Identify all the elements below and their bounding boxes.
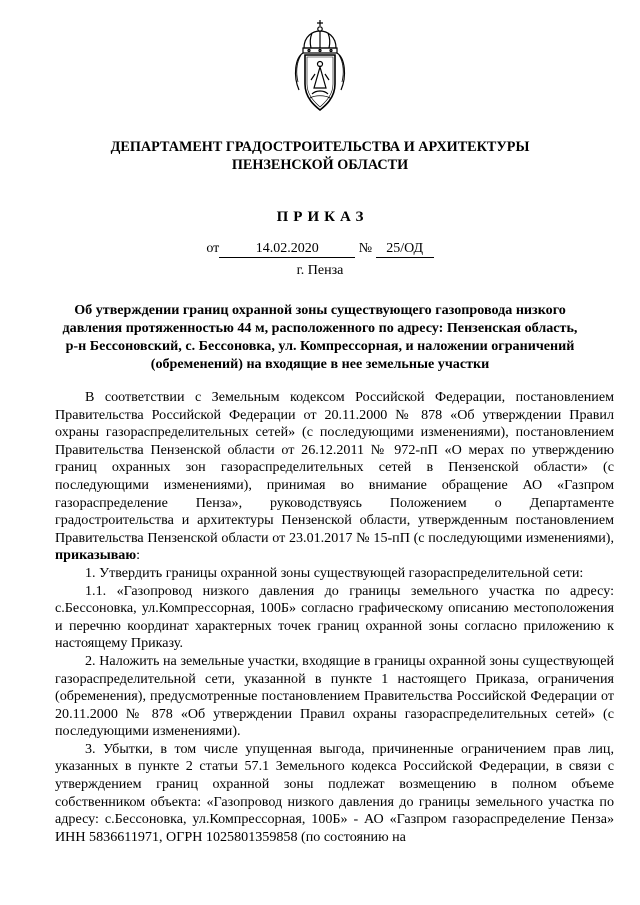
document-body	[55, 389, 614, 846]
date-number-line	[0, 240, 640, 258]
document-subject: Об утверждении границ охранной зоны существующего газопровода низкого давления протяженностью 44 м, расположенного по адресу: Пензенская область, р-н Бессоновский, с. Бессоновка, ул. Компрессорная, и наложении ограничений (обременений) на входящие в нее земельные участки	[62, 302, 578, 372]
document-type-title: ПРИКАЗ	[276, 209, 369, 225]
document-number: 25/ОД	[376, 241, 434, 258]
order-word: приказываю	[55, 547, 137, 564]
department-name	[0, 138, 640, 174]
number-prefix: №	[358, 241, 373, 256]
item-1-1: 1.1. «Газопровод низкого давления до границы земельного участка по адресу: с.Бессоновка, ул.Компрессорная, 100Б» согласно графическому описанию местоположения и перечню координат характерных точек границ охранной зоны согласно приложению к настоящему Приказу.	[55, 582, 614, 652]
preamble-paragraph	[55, 389, 614, 565]
document-date: 14.02.2020	[219, 241, 355, 258]
preamble-text: В соответствии с Земельным кодексом Российской Федерации, постановлением Правительства Российской Федерации от 20.11.2000 № 878 «Об утверждении Правил охраны газораспределительных сетей» (с последующими изменениями), постановлением Правительства Пензенской области от 26.12.2011 № 972-пП «О мерах по утверждению границ охранных зон газораспределительных сетей в Пензенской области» (с последующими изменениями), принимая во внимание обращение АО «Газпром газораспределение Пенза», руководствуясь Положением о Департаменте градостроительства и архитектуры Пензенской области, утвержденным постановлением Правительства Пензенской области от 23.01.2017 № 15-пП (с последующими изменениями),	[55, 389, 614, 546]
penza-coat-of-arms-icon	[287, 18, 353, 118]
department-name-line2: ПЕНЗЕНСКОЙ ОБЛАСТИ	[231, 157, 409, 173]
date-prefix: от	[206, 241, 220, 256]
item-2: 2. Наложить на земельные участки, входящие в границы охранной зоны существующей газораспределительной сети, указанной в пункте 1 настоящего Приказа, ограничения (обременения), предусмотренные постановлением Правительства Российской Федерации от 20.11.2000 № 878 «Об утверждении Правил охраны газораспределительных сетей» (с последующими изменениями).	[55, 652, 614, 740]
emblem	[287, 18, 353, 118]
department-name-line1: ДЕПАРТАМЕНТ ГРАДОСТРОИТЕЛЬСТВА И АРХИТЕКТУРЫ	[110, 139, 530, 155]
city: г. Пенза	[296, 263, 344, 278]
order-colon: :	[136, 547, 141, 564]
item-1: 1. Утвердить границы охранной зоны существующей газораспределительной сети:	[85, 564, 584, 581]
item-3: 3. Убытки, в том числе упущенная выгода, причиненные ограничением прав лиц, указанных в пункте 2 статьи 57.1 Земельного кодекса Российской Федерации, в связи с утверждением границ охранной зоны подлежат возмещению в полном объеме собственником объекта: «Газопровод низкого давления до границы земельного участка по адресу: с.Бессоновка, ул.Компрессорная, 100Б» - АО «Газпром газораспределение Пенза» ИНН 5836611971, ОГРН 1025801359858 (по состоянию на	[55, 740, 614, 845]
